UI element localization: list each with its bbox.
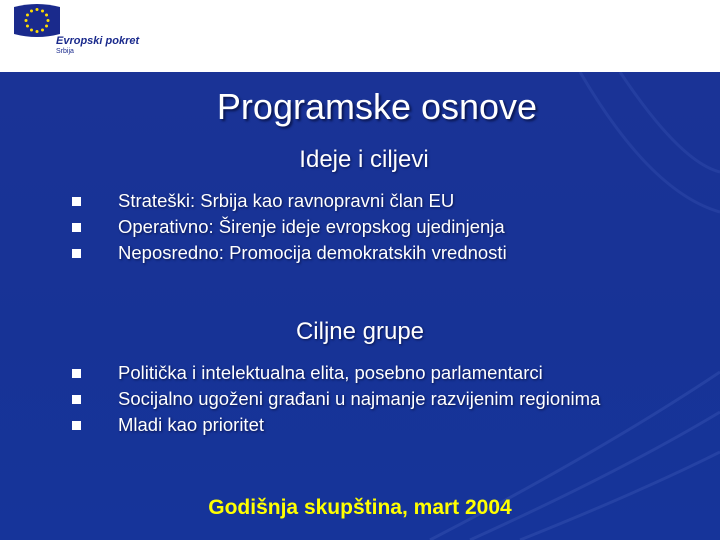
bullet-square-icon	[72, 369, 81, 378]
flag-star	[30, 9, 33, 12]
list-item-text: Operativno: Širenje ideje evropskog ujedinjenja	[118, 216, 505, 237]
section-heading-ideas: Ideje i ciljevi	[299, 146, 429, 173]
header	[0, 0, 720, 72]
flag-star	[30, 29, 33, 32]
flag-star	[45, 14, 48, 17]
bullet-square-icon	[72, 395, 81, 404]
flag-star	[25, 19, 28, 22]
slide	[0, 72, 720, 540]
org-subtitle: Srbija	[56, 48, 74, 55]
flag-star	[47, 19, 50, 22]
target-groups-list	[0, 360, 720, 438]
background-swirl	[0, 72, 720, 540]
list-item-text: Mladi kao prioritet	[118, 414, 265, 435]
bullet-square-icon	[72, 223, 81, 232]
org-name: Evropski pokret	[56, 35, 140, 47]
list-item	[0, 412, 720, 438]
list-item	[0, 188, 720, 214]
section-heading-target-groups: Ciljne grupe	[295, 318, 425, 345]
bullet-square-icon	[72, 197, 81, 206]
flag-star	[41, 29, 44, 32]
ideas-list	[0, 188, 720, 266]
flag-star	[45, 25, 48, 28]
slide-title: Programske osnove	[216, 86, 538, 127]
eu-flag-icon	[12, 3, 62, 38]
flag-star	[26, 14, 29, 17]
list-item	[0, 360, 720, 386]
list-item	[0, 386, 720, 412]
list-item-text: Politička i intelektualna elita, posebno parlamentarci	[118, 362, 543, 383]
list-item-text: Neposredno: Promocija demokratskih vrednosti	[118, 242, 507, 263]
flag-star	[36, 8, 39, 11]
list-item	[0, 240, 720, 266]
list-item-text: Socijalno ugoženi građani u najmanje razvijenim regionima	[118, 388, 601, 409]
flag-star	[41, 9, 44, 12]
list-item-text: Strateški: Srbija kao ravnopravni član EU	[118, 190, 455, 211]
flag-star	[26, 25, 29, 28]
list-item	[0, 214, 720, 240]
bullet-square-icon	[72, 249, 81, 258]
bullet-square-icon	[72, 421, 81, 430]
flag-star	[36, 30, 39, 33]
footer-text: Godišnja skupština, mart 2004	[208, 496, 512, 519]
